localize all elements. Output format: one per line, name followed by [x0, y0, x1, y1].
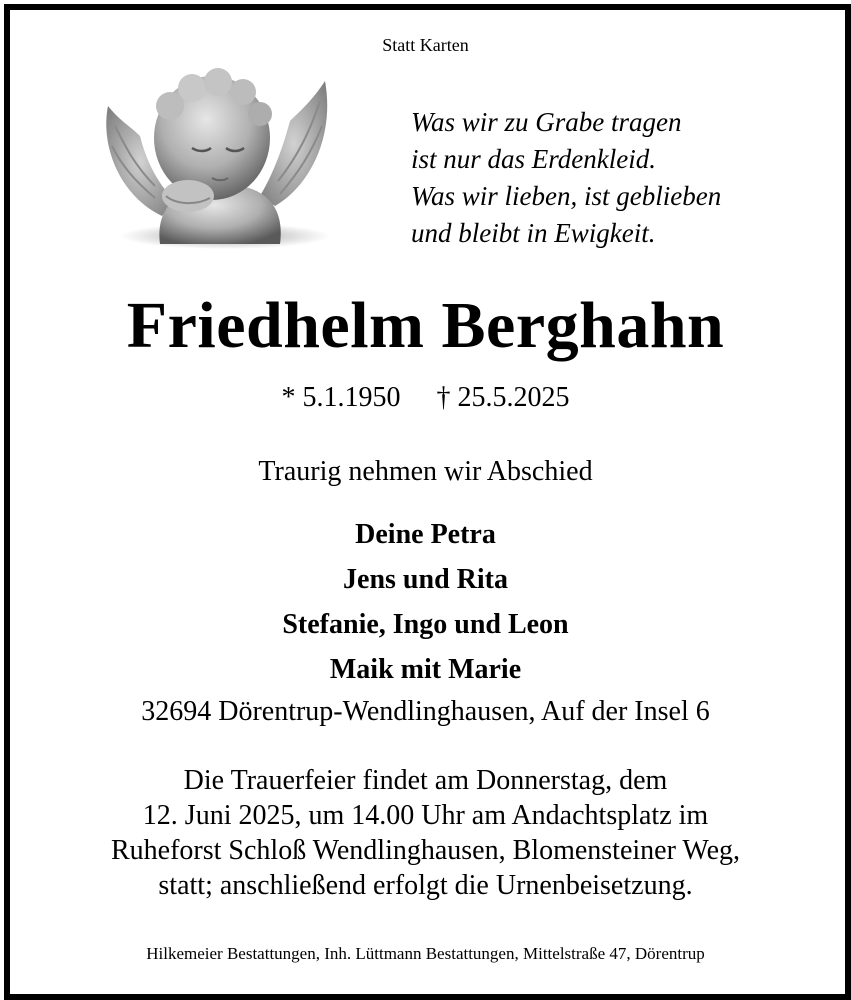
mourning-line: Traurig nehmen wir Abschied [258, 456, 593, 487]
family-address: 32694 Dörentrup-Wendlinghausen, Auf der Insel 6 [141, 696, 710, 727]
funeral-home-footer: Hilkemeier Bestattungen, Inh. Lüttmann Bestattungen, Mittelstraße 47, Dörentrup [146, 944, 705, 963]
deceased-name: Friedhelm Berghahn [126, 289, 725, 362]
angel-figure-icon [100, 66, 336, 250]
ceremony-line: Ruheforst Schloß Wendlinghausen, Blomensteiner Weg, [110, 835, 741, 866]
ceremony-line: 12. Juni 2025, um 14.00 Uhr am Andachtsplatz im [142, 800, 709, 831]
statt-karten-label: Statt Karten [382, 35, 469, 55]
family-member: Stefanie, Ingo und Leon [282, 609, 569, 640]
family-member: Maik mit Marie [329, 654, 522, 685]
poem-line: ist nur das Erdenkleid. [411, 144, 656, 174]
family-list [0, 512, 851, 692]
memorial-poem [411, 104, 721, 252]
family-member: Deine Petra [355, 519, 496, 550]
family-member: Jens und Rita [343, 564, 508, 595]
poem-line: und bleibt in Ewigkeit. [411, 218, 656, 248]
poem-line: Was wir lieben, ist geblieben [411, 181, 722, 211]
ceremony-info [0, 763, 851, 903]
birth-date: * 5.1.1950 [281, 382, 401, 413]
poem-line: Was wir zu Grabe tragen [411, 107, 682, 137]
ceremony-line: statt; anschließend erfolgt die Urnenbeisetzung. [158, 870, 693, 901]
ceremony-line: Die Trauerfeier findet am Donnerstag, dem [183, 765, 668, 796]
death-date: † 25.5.2025 [436, 382, 570, 413]
life-dates [0, 382, 851, 414]
